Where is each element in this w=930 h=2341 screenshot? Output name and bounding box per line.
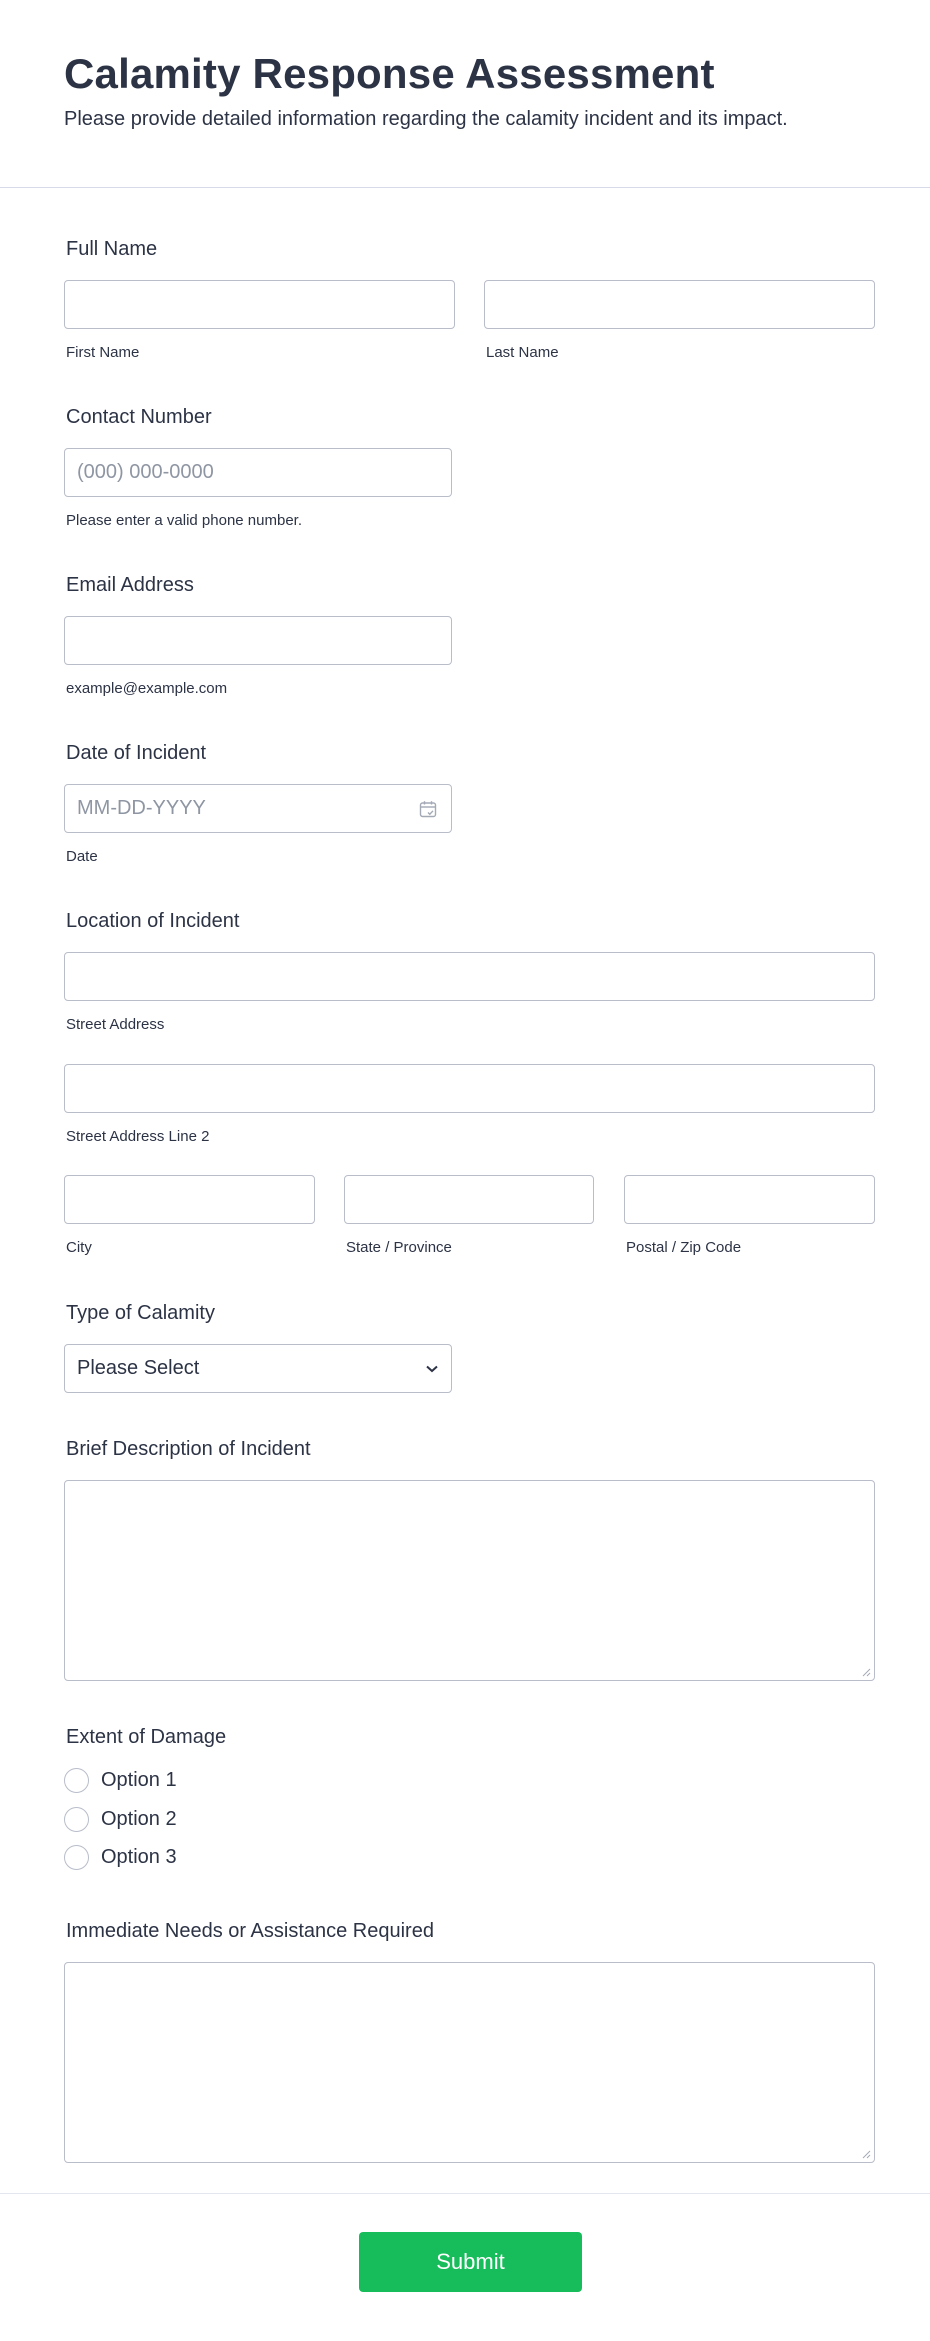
last-name-input[interactable]	[484, 280, 875, 329]
calamity-type-select[interactable]	[64, 1344, 452, 1393]
street-address-line2-sublabel: Street Address Line 2	[66, 1128, 210, 1145]
postal-code-sublabel: Postal / Zip Code	[626, 1239, 742, 1256]
page-subtitle: Please provide detailed information regarding the calamity incident and its impact.	[64, 108, 788, 130]
damage-option-2[interactable]	[64, 1807, 177, 1832]
submit-button[interactable]: Submit	[359, 2232, 582, 2292]
radio-button[interactable]	[64, 1768, 89, 1793]
state-sublabel: State / Province	[346, 1239, 452, 1256]
city-input[interactable]	[64, 1175, 315, 1224]
resize-grip-icon[interactable]	[861, 2149, 871, 2159]
chevron-down-icon	[425, 1364, 439, 1374]
street-address-input[interactable]	[64, 952, 875, 1001]
calamity-type-selected-value: Please Select	[77, 1357, 200, 1379]
date-of-incident-label: Date of Incident	[66, 742, 207, 764]
contact-number-sublabel: Please enter a valid phone number.	[66, 512, 302, 529]
street-address-sublabel: Street Address	[66, 1016, 165, 1033]
date-input[interactable]	[64, 784, 452, 833]
contact-number-input[interactable]	[64, 448, 452, 497]
footer-divider	[0, 2193, 930, 2194]
needs-textarea[interactable]	[64, 1962, 875, 2163]
description-label: Brief Description of Incident	[66, 1438, 311, 1460]
form-header	[0, 0, 930, 188]
description-textarea[interactable]	[64, 1480, 875, 1681]
radio-button[interactable]	[64, 1845, 89, 1870]
last-name-sublabel: Last Name	[486, 344, 559, 361]
email-input[interactable]	[64, 616, 452, 665]
damage-option-3[interactable]	[64, 1845, 177, 1870]
first-name-input[interactable]	[64, 280, 455, 329]
contact-number-label: Contact Number	[66, 406, 212, 428]
damage-label: Extent of Damage	[66, 1726, 227, 1748]
calendar-icon[interactable]	[418, 799, 438, 819]
radio-option-label: Option 3	[101, 1846, 177, 1868]
radio-option-label: Option 1	[101, 1769, 177, 1791]
resize-grip-icon[interactable]	[861, 1667, 871, 1677]
date-sublabel: Date	[66, 848, 98, 865]
calamity-type-label: Type of Calamity	[66, 1302, 215, 1324]
radio-option-label: Option 2	[101, 1808, 177, 1830]
page-title: Calamity Response Assessment	[64, 50, 715, 97]
postal-code-input[interactable]	[624, 1175, 875, 1224]
radio-button[interactable]	[64, 1807, 89, 1832]
email-sublabel: example@example.com	[66, 680, 228, 697]
city-sublabel: City	[66, 1239, 92, 1256]
email-address-label: Email Address	[66, 574, 194, 596]
full-name-label: Full Name	[66, 238, 158, 260]
state-input[interactable]	[344, 1175, 594, 1224]
first-name-sublabel: First Name	[66, 344, 140, 361]
damage-option-1[interactable]	[64, 1768, 177, 1793]
location-label: Location of Incident	[66, 910, 240, 932]
needs-label: Immediate Needs or Assistance Required	[66, 1920, 434, 1942]
street-address-line2-input[interactable]	[64, 1064, 875, 1113]
